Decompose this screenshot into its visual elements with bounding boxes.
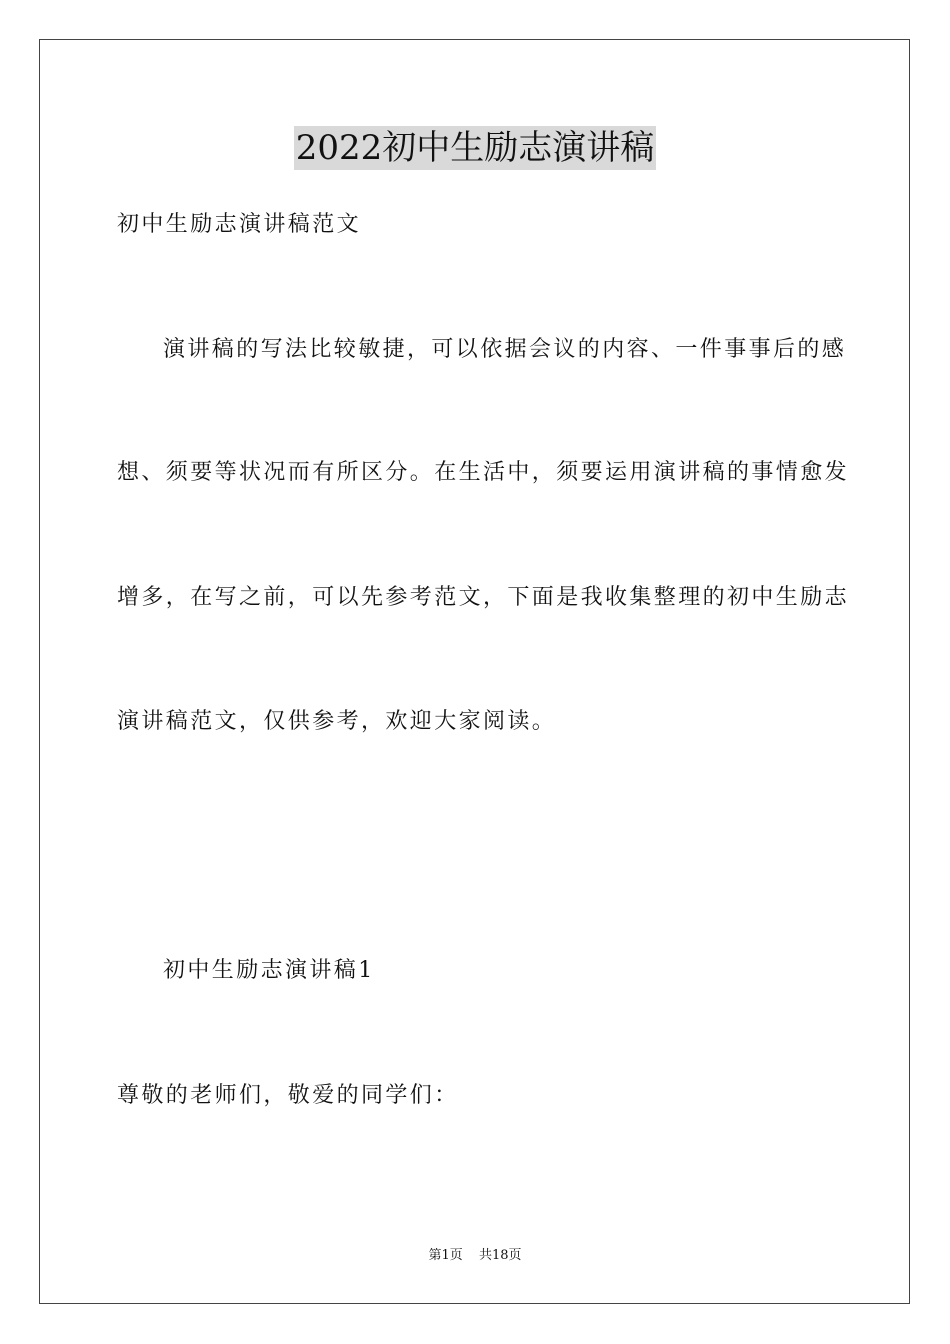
page-number: 第1页 <box>428 1248 463 1263</box>
paragraph-line-2: 想、须要等状况而有所区分。在生活中，须要运用演讲稿的事情愈发 <box>117 460 850 485</box>
title-container <box>0 126 950 170</box>
subtitle: 初中生励志演讲稿范文 <box>117 212 362 237</box>
page-footer <box>0 1246 950 1266</box>
page-total: 共18页 <box>478 1248 522 1263</box>
salutation: 尊敬的老师们，敬爱的同学们： <box>117 1083 459 1108</box>
section-heading: 初中生励志演讲稿1 <box>163 958 375 983</box>
paragraph-line-1: 演讲稿的写法比较敏捷，可以依据会议的内容、一件事事后的感 <box>163 337 847 362</box>
paragraph-line-3: 增多，在写之前，可以先参考范文，下面是我收集整理的初中生励志 <box>117 585 850 610</box>
paragraph-line-4: 演讲稿范文，仅供参考，欢迎大家阅读。 <box>117 709 557 734</box>
document-title: 2022初中生励志演讲稿 <box>295 128 655 168</box>
